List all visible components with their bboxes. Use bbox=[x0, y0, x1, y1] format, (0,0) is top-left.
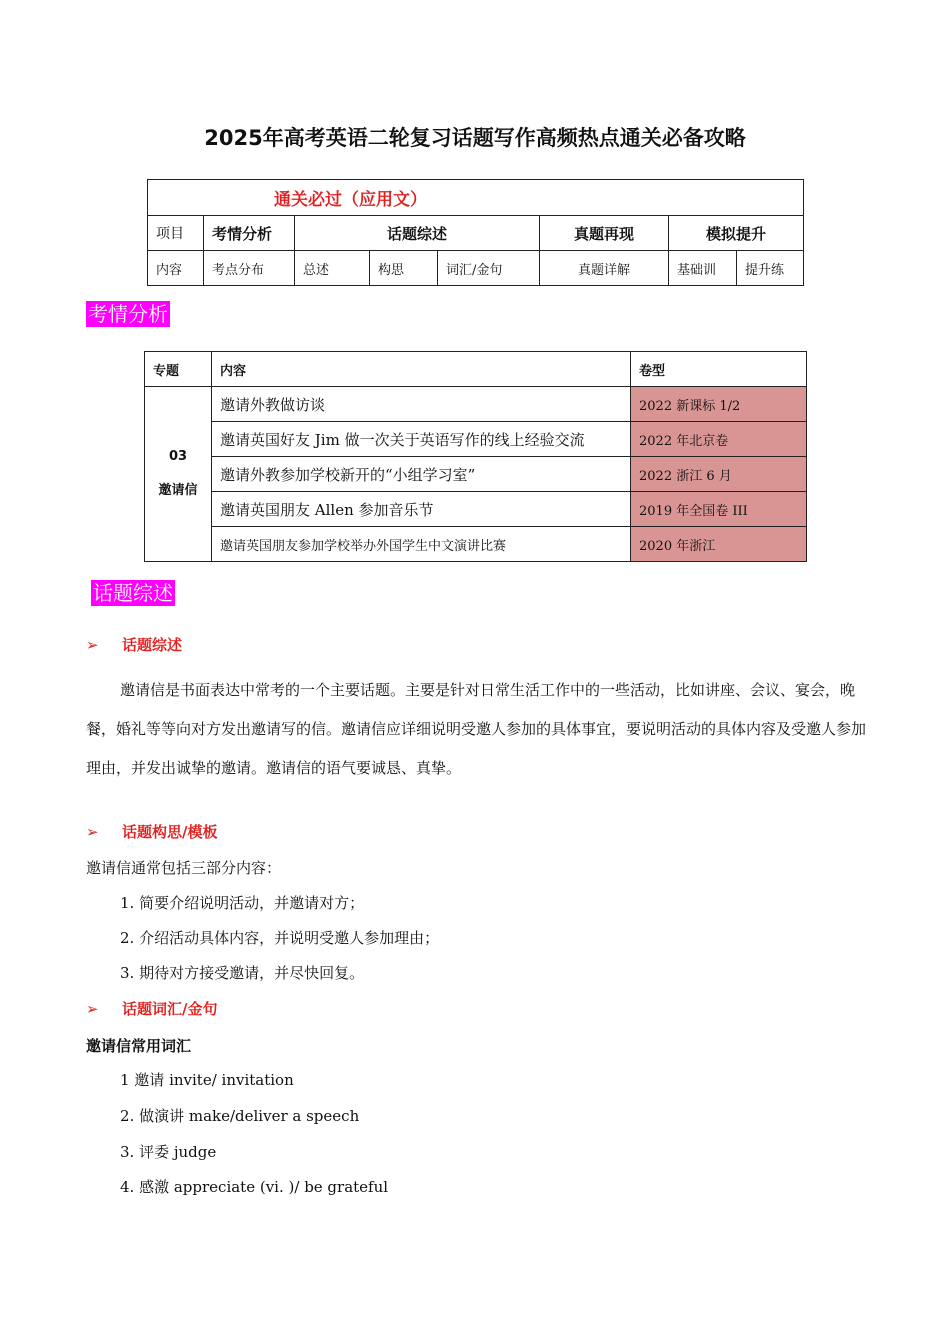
overview-cell: 基础训 bbox=[669, 251, 737, 286]
exam-content: 邀请英国朋友参加学校举办外国学生中文演讲比赛 bbox=[212, 527, 631, 562]
vocab-item: 3. 评委 judge bbox=[120, 1143, 217, 1161]
overview-cell: 提升练 bbox=[737, 251, 804, 286]
subheading-summary bbox=[86, 634, 182, 655]
arrow-icon: ➢ bbox=[86, 636, 99, 654]
overview-cell: 真题详解 bbox=[540, 251, 669, 286]
subheading-structure bbox=[86, 821, 217, 842]
page-title: 2025年高考英语二轮复习话题写作高频热点通关必备攻略 bbox=[204, 126, 746, 150]
structure-intro: 邀请信通常包括三部分内容： bbox=[86, 859, 282, 877]
overview-cell: 话题综述 bbox=[295, 216, 540, 251]
overview-header: 通关必过（应用文） bbox=[148, 180, 804, 216]
structure-item: 1. 简要介绍说明活动，并邀请对方； bbox=[120, 894, 365, 912]
vocab-item: 4. 感激 appreciate (vi. )/ be grateful bbox=[120, 1178, 389, 1196]
exam-paper: 2022 年北京卷 bbox=[631, 422, 807, 457]
overview-cell: 考点分布 bbox=[204, 251, 295, 286]
exam-paper: 2019 年全国卷 III bbox=[631, 492, 807, 527]
topic-number: 03 bbox=[168, 449, 188, 464]
overview-cell: 真题再现 bbox=[540, 216, 669, 251]
arrow-icon: ➢ bbox=[86, 823, 99, 841]
exam-paper: 2022 浙江 6 月 bbox=[631, 457, 807, 492]
overview-cell: 总述 bbox=[295, 251, 370, 286]
exam-paper: 2022 新课标 1/2 bbox=[631, 387, 807, 422]
exam-content: 邀请英国好友 Jim 做一次关于英语写作的线上经验交流 bbox=[212, 422, 631, 457]
topic-cell bbox=[145, 387, 212, 562]
vocab-item: 1 邀请 invite/ invitation bbox=[120, 1071, 294, 1089]
subheading-vocab bbox=[86, 998, 217, 1019]
summary-paragraph: 邀请信是书面表达中常考的一个主要话题。主要是针对日常生活工作中的一些活动，比如讲座、会议、宴会，晚餐，婚礼等等向对方发出邀请写的信。邀请信应详细说明受邀人参加的具体事宜，要说明活动的具体内容及受邀人参加理由，并发出诚挚的邀请。邀请信的语气要诚恳、真挚。 bbox=[86, 681, 867, 777]
exam-content: 邀请外教参加学校新开的“小组学习室” bbox=[212, 457, 631, 492]
section-badge-topic-summary: 话题综述 bbox=[93, 581, 173, 605]
exam-table bbox=[144, 351, 807, 562]
overview-cell: 词汇/金句 bbox=[438, 251, 540, 286]
overview-cell: 模拟提升 bbox=[669, 216, 804, 251]
subheading-text: 话题词汇/金句 bbox=[122, 1000, 218, 1018]
exam-content: 邀请外教做访谈 bbox=[212, 387, 631, 422]
structure-item: 3. 期待对方接受邀请，并尽快回复。 bbox=[120, 964, 365, 982]
subheading-text: 话题构思/模板 bbox=[122, 823, 218, 841]
structure-item: 2. 介绍活动具体内容，并说明受邀人参加理由； bbox=[120, 929, 440, 947]
exam-header: 内容 bbox=[212, 352, 631, 387]
exam-content: 邀请英国朋友 Allen 参加音乐节 bbox=[212, 492, 631, 527]
overview-cell: 内容 bbox=[148, 251, 204, 286]
overview-table bbox=[147, 179, 804, 286]
overview-cell: 构思 bbox=[370, 251, 438, 286]
vocab-item: 2. 做演讲 make/deliver a speech bbox=[120, 1107, 360, 1125]
section-badge-exam-analysis: 考情分析 bbox=[88, 302, 168, 326]
topic-name: 邀请信 bbox=[158, 483, 198, 498]
exam-header: 卷型 bbox=[631, 352, 807, 387]
overview-cell: 考情分析 bbox=[204, 216, 295, 251]
vocab-heading: 邀请信常用词汇 bbox=[86, 1037, 192, 1055]
overview-cell: 项目 bbox=[148, 216, 204, 251]
exam-paper: 2020 年浙江 bbox=[631, 527, 807, 562]
subheading-text: 话题综述 bbox=[122, 636, 183, 654]
arrow-icon: ➢ bbox=[86, 1000, 99, 1018]
exam-header: 专题 bbox=[145, 352, 212, 387]
